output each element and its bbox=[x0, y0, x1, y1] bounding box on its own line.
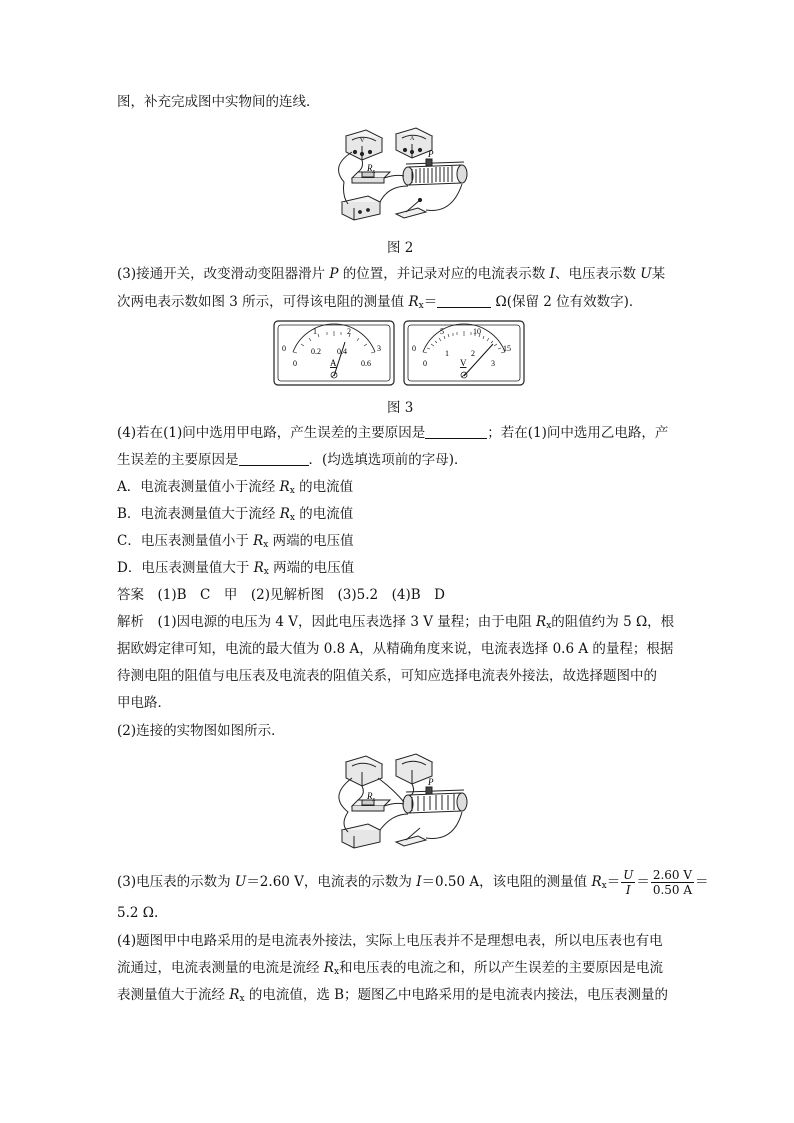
q4-line-1: (4)若在(1)问中选用甲电路，产生误差的主要原因是 ；若在(1)问中选用乙电路，产 bbox=[117, 425, 669, 441]
analysis-line-5: (2)连接的实物图如图所示． bbox=[117, 723, 285, 739]
fig2-v-label: V bbox=[360, 138, 365, 144]
q3-line-2: 次两电表示数如图 3 所示，可得该电阻的测量值 $R_x= \Omega$(保留 2 位有效数字)． bbox=[117, 294, 643, 311]
analysis-line-6: (3)电压表的示数为 U＝2.60 V，电流表的示数为 I＝0.50 A，该电阻的测量值 $R_x=$ $\frac{U}{I}$ ＝ $\frac{2.60 V}{0.50 A}$ ＝ bbox=[117, 868, 709, 897]
ammeter-unit: A bbox=[330, 358, 337, 368]
voltmeter-top-0: 0 bbox=[412, 344, 416, 353]
solution-rheostat-icon bbox=[403, 787, 467, 813]
rheostat-icon bbox=[403, 159, 467, 185]
ammeter-icon bbox=[396, 128, 432, 158]
figure-2-apparatus bbox=[322, 126, 474, 224]
fraction-values: $\frac{2.60 V}{0.50 A}$ bbox=[652, 868, 693, 897]
solution-p-label: P bbox=[428, 777, 434, 787]
ammeter-top-0: 0 bbox=[282, 344, 286, 353]
q4-blank-2 bbox=[239, 452, 309, 466]
q4-line-2: 生误差的主要原因是 ．(均选填选项前的字母)． bbox=[117, 452, 468, 468]
voltmeter-icon bbox=[346, 130, 382, 160]
q3-line-1: (3)接通开关，改变滑动变阻器滑片 P 的位置，并记录对应的电流表示数 I、电压表示数 U某 bbox=[117, 266, 666, 282]
voltmeter-bottom-1: 1 bbox=[445, 349, 449, 358]
ammeter-top-3: 3 bbox=[377, 344, 381, 353]
analysis-line-7: 5.2 Ω. bbox=[117, 905, 159, 921]
ammeter-mid-0.4: 0.4 bbox=[337, 347, 347, 356]
voltmeter-top-10: 10 bbox=[473, 327, 481, 336]
voltmeter-bottom-0: 0 bbox=[423, 359, 427, 368]
solution-rx-label: $R_x$ bbox=[367, 791, 376, 803]
ammeter-top-2: 2 bbox=[347, 327, 351, 336]
solution-switch-icon bbox=[396, 828, 426, 846]
solution-power-supply-icon bbox=[342, 824, 380, 848]
ammeter-bottom-0.6: 0.6 bbox=[361, 359, 371, 368]
analysis-line-2: 据欧姆定律可知，电流的最大值为 0.8 A，从精确角度来说，电流表选择 0.6 A 的量程；根据 bbox=[117, 641, 674, 657]
ammeter-bottom-0: 0 bbox=[293, 359, 297, 368]
fig2-p-label: P bbox=[428, 149, 434, 159]
analysis-line-9: 流通过，电流表测量的电流是流经 $R_x$和电压表的电流之和，所以产生误差的主要原因是电流 bbox=[117, 960, 664, 977]
figure-2-caption: 图 2 bbox=[387, 240, 414, 256]
voltmeter-top-5: 5 bbox=[440, 327, 444, 336]
analysis-line-4: 甲电路． bbox=[117, 695, 171, 711]
figure-3-caption: 图 3 bbox=[387, 400, 414, 416]
solution-ammeter-icon bbox=[396, 754, 432, 784]
q3-answer-blank bbox=[437, 294, 491, 308]
switch-icon bbox=[396, 198, 426, 218]
solution-voltmeter-icon bbox=[346, 756, 382, 786]
option-d: D．电压表测量值大于 $R_x$ 两端的电压值 bbox=[117, 560, 355, 577]
q4-blank-1 bbox=[425, 425, 487, 439]
option-a: A．电流表测量值小于流经 $R_x$ 的电流值 bbox=[117, 479, 354, 496]
answer-line: 答案 (1)B C 甲 (2)见解析图 (3)5.2 (4)B D bbox=[117, 587, 445, 603]
power-supply-icon bbox=[342, 196, 380, 220]
fig2-a-label: A bbox=[410, 136, 415, 142]
ammeter-top-1: 1 bbox=[313, 327, 317, 336]
figure-3-ammeter bbox=[273, 320, 395, 386]
voltmeter-top-15: 15 bbox=[503, 344, 511, 353]
option-b: B．电流表测量值大于流经 $R_x$ 的电流值 bbox=[117, 506, 354, 523]
analysis-line-1: 解析 (1)因电源的电压为 4 V，因此电压表选择 3 V 量程；由于电阻 $R_x$的阻值约为 5 Ω，根 bbox=[117, 614, 675, 631]
analysis-line-3: 待测电阻的阻值与电压表及电流表的阻值关系，可知应选择电流表外接法，故选择题图中的 bbox=[117, 668, 657, 684]
fig2-rx-label: $R_x$ bbox=[367, 163, 376, 175]
analysis-line-8: (4)题图甲中电路采用的是电流表外接法，实际上电压表并不是理想电表，所以电压表也有电 bbox=[117, 933, 663, 949]
voltmeter-bottom-3: 3 bbox=[491, 359, 495, 368]
voltmeter-bottom-2: 2 bbox=[471, 349, 475, 358]
option-c: C．电压表测量值小于 $R_x$ 两端的电压值 bbox=[117, 533, 354, 550]
figure-3-voltmeter bbox=[403, 320, 525, 386]
solution-apparatus-figure bbox=[322, 752, 474, 852]
intro-line: 图，补充完成图中实物间的连线． bbox=[117, 94, 320, 110]
ammeter-mid-0.2: 0.2 bbox=[311, 347, 321, 356]
analysis-line-10: 表测量值大于流经 $R_x$ 的电流值，选 B；题图乙中电路采用的是电流表内接法，电压表测量的 bbox=[117, 987, 669, 1004]
voltmeter-unit: V bbox=[460, 358, 467, 368]
fraction-u-over-i: $\frac{U}{I}$ bbox=[623, 868, 634, 897]
